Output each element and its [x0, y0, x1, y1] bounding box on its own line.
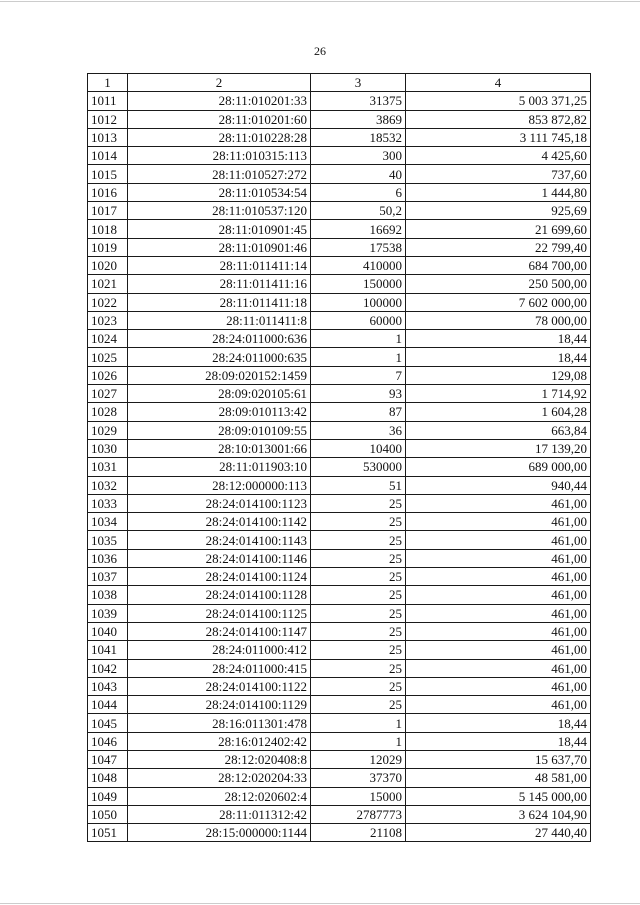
cadastral-number-cell: 28:15:000000:1144: [128, 824, 311, 842]
area-cell: 25: [311, 494, 406, 512]
cadastral-number-cell: 28:12:020408:8: [128, 750, 311, 768]
table-header-row: [88, 74, 591, 92]
value-cell: 21 699,60: [406, 220, 591, 238]
row-number-cell: 1030: [88, 439, 128, 457]
cadastral-number-cell: 28:11:010534:54: [128, 183, 311, 201]
row-number-cell: 1041: [88, 641, 128, 659]
table-row: [88, 568, 591, 586]
table-row: [88, 476, 591, 494]
row-number-cell: 1012: [88, 110, 128, 128]
area-cell: 150000: [311, 275, 406, 293]
value-cell: 940,44: [406, 476, 591, 494]
table-row: [88, 256, 591, 274]
area-cell: 60000: [311, 311, 406, 329]
area-cell: 10400: [311, 439, 406, 457]
cadastral-number-cell: 28:24:011000:415: [128, 659, 311, 677]
value-cell: 663,84: [406, 421, 591, 439]
cadastral-number-cell: 28:24:014100:1123: [128, 494, 311, 512]
area-cell: 17538: [311, 238, 406, 256]
cadastral-number-cell: 28:24:014100:1147: [128, 622, 311, 640]
value-cell: 18,44: [406, 714, 591, 732]
table-row: [88, 659, 591, 677]
scan-bottom-edge: [0, 903, 640, 904]
table-row: [88, 311, 591, 329]
area-cell: 87: [311, 403, 406, 421]
cadastral-number-cell: 28:11:010901:45: [128, 220, 311, 238]
cadastral-number-cell: 28:09:020152:1459: [128, 366, 311, 384]
row-number-cell: 1043: [88, 677, 128, 695]
table-row: [88, 238, 591, 256]
area-cell: 3869: [311, 110, 406, 128]
value-cell: 461,00: [406, 641, 591, 659]
cadastral-number-cell: 28:12:020602:4: [128, 787, 311, 805]
area-cell: 36: [311, 421, 406, 439]
area-cell: 12029: [311, 750, 406, 768]
cadastral-number-cell: 28:24:011000:412: [128, 641, 311, 659]
row-number-cell: 1049: [88, 787, 128, 805]
value-cell: 461,00: [406, 604, 591, 622]
table-row: [88, 92, 591, 110]
column-header: 3: [311, 74, 406, 92]
value-cell: 129,08: [406, 366, 591, 384]
table-row: [88, 110, 591, 128]
cadastral-number-cell: 28:24:014100:1125: [128, 604, 311, 622]
value-cell: 5 145 000,00: [406, 787, 591, 805]
area-cell: 15000: [311, 787, 406, 805]
value-cell: 15 637,70: [406, 750, 591, 768]
table-row: [88, 622, 591, 640]
row-number-cell: 1018: [88, 220, 128, 238]
table-row: [88, 421, 591, 439]
cadastral-number-cell: 28:16:011301:478: [128, 714, 311, 732]
value-cell: 461,00: [406, 513, 591, 531]
area-cell: 25: [311, 568, 406, 586]
cadastral-number-cell: 28:10:013001:66: [128, 439, 311, 457]
row-number-cell: 1027: [88, 385, 128, 403]
value-cell: 689 000,00: [406, 458, 591, 476]
cadastral-number-cell: 28:11:011411:18: [128, 293, 311, 311]
value-cell: 5 003 371,25: [406, 92, 591, 110]
table-row: [88, 366, 591, 384]
row-number-cell: 1023: [88, 311, 128, 329]
cadastral-number-cell: 28:09:010113:42: [128, 403, 311, 421]
row-number-cell: 1036: [88, 549, 128, 567]
area-cell: 25: [311, 696, 406, 714]
value-cell: 461,00: [406, 531, 591, 549]
value-cell: 461,00: [406, 659, 591, 677]
row-number-cell: 1039: [88, 604, 128, 622]
area-cell: 25: [311, 641, 406, 659]
table-row: [88, 549, 591, 567]
value-cell: 3 624 104,90: [406, 805, 591, 823]
row-number-cell: 1032: [88, 476, 128, 494]
row-number-cell: 1033: [88, 494, 128, 512]
table-row: [88, 128, 591, 146]
area-cell: 6: [311, 183, 406, 201]
table-row: [88, 732, 591, 750]
row-number-cell: 1026: [88, 366, 128, 384]
table-row: [88, 439, 591, 457]
row-number-cell: 1024: [88, 330, 128, 348]
value-cell: 48 581,00: [406, 769, 591, 787]
table-row: [88, 531, 591, 549]
row-number-cell: 1020: [88, 256, 128, 274]
row-number-cell: 1021: [88, 275, 128, 293]
cadastral-number-cell: 28:11:011903:10: [128, 458, 311, 476]
area-cell: 25: [311, 677, 406, 695]
area-cell: 50,2: [311, 202, 406, 220]
area-cell: 7: [311, 366, 406, 384]
row-number-cell: 1047: [88, 750, 128, 768]
value-cell: 925,69: [406, 202, 591, 220]
table-row: [88, 677, 591, 695]
row-number-cell: 1051: [88, 824, 128, 842]
value-cell: 27 440,40: [406, 824, 591, 842]
table-row: [88, 586, 591, 604]
area-cell: 1: [311, 732, 406, 750]
table-row: [88, 604, 591, 622]
table-row: [88, 348, 591, 366]
page-number: 26: [314, 44, 326, 58]
cadastral-number-cell: 28:11:011411:8: [128, 311, 311, 329]
cadastral-number-cell: 28:24:014100:1142: [128, 513, 311, 531]
area-cell: 410000: [311, 256, 406, 274]
value-cell: 17 139,20: [406, 439, 591, 457]
row-number-cell: 1050: [88, 805, 128, 823]
cadastral-number-cell: 28:12:000000:113: [128, 476, 311, 494]
column-header: 4: [406, 74, 591, 92]
cadastral-number-cell: 28:11:010228:28: [128, 128, 311, 146]
cadastral-number-cell: 28:11:010201:33: [128, 92, 311, 110]
value-cell: 853 872,82: [406, 110, 591, 128]
area-cell: 530000: [311, 458, 406, 476]
area-cell: 1: [311, 330, 406, 348]
row-number-cell: 1048: [88, 769, 128, 787]
row-number-cell: 1011: [88, 92, 128, 110]
area-cell: 16692: [311, 220, 406, 238]
row-number-cell: 1013: [88, 128, 128, 146]
cadastral-number-cell: 28:11:010201:60: [128, 110, 311, 128]
cadastral-number-cell: 28:09:020105:61: [128, 385, 311, 403]
cadastral-number-cell: 28:24:014100:1143: [128, 531, 311, 549]
cadastral-table: [87, 73, 591, 842]
area-cell: 25: [311, 622, 406, 640]
area-cell: 2787773: [311, 805, 406, 823]
area-cell: 25: [311, 513, 406, 531]
cadastral-number-cell: 28:11:011312:42: [128, 805, 311, 823]
cadastral-number-cell: 28:24:011000:636: [128, 330, 311, 348]
value-cell: 461,00: [406, 622, 591, 640]
row-number-cell: 1022: [88, 293, 128, 311]
value-cell: 737,60: [406, 165, 591, 183]
scan-top-edge: [0, 1, 640, 2]
area-cell: 93: [311, 385, 406, 403]
value-cell: 7 602 000,00: [406, 293, 591, 311]
row-number-cell: 1044: [88, 696, 128, 714]
area-cell: 25: [311, 604, 406, 622]
area-cell: 31375: [311, 92, 406, 110]
table-row: [88, 403, 591, 421]
table-row: [88, 494, 591, 512]
value-cell: 18,44: [406, 330, 591, 348]
area-cell: 25: [311, 549, 406, 567]
table-row: [88, 513, 591, 531]
column-header: 1: [88, 74, 128, 92]
value-cell: 18,44: [406, 348, 591, 366]
row-number-cell: 1045: [88, 714, 128, 732]
value-cell: 18,44: [406, 732, 591, 750]
cadastral-number-cell: 28:24:011000:635: [128, 348, 311, 366]
table-row: [88, 220, 591, 238]
value-cell: 461,00: [406, 568, 591, 586]
cadastral-number-cell: 28:24:014100:1124: [128, 568, 311, 586]
cadastral-number-cell: 28:24:014100:1122: [128, 677, 311, 695]
table-row: [88, 787, 591, 805]
value-cell: 461,00: [406, 549, 591, 567]
table-row: [88, 147, 591, 165]
table-row: [88, 458, 591, 476]
cadastral-number-cell: 28:24:014100:1128: [128, 586, 311, 604]
row-number-cell: 1034: [88, 513, 128, 531]
table-row: [88, 275, 591, 293]
row-number-cell: 1019: [88, 238, 128, 256]
area-cell: 18532: [311, 128, 406, 146]
table-row: [88, 824, 591, 842]
row-number-cell: 1016: [88, 183, 128, 201]
cadastral-number-cell: 28:11:010527:272: [128, 165, 311, 183]
table-row: [88, 769, 591, 787]
table-row: [88, 714, 591, 732]
value-cell: 1 604,28: [406, 403, 591, 421]
area-cell: 25: [311, 659, 406, 677]
table-row: [88, 165, 591, 183]
value-cell: 3 111 745,18: [406, 128, 591, 146]
value-cell: 250 500,00: [406, 275, 591, 293]
cadastral-number-cell: 28:24:014100:1129: [128, 696, 311, 714]
value-cell: 684 700,00: [406, 256, 591, 274]
row-number-cell: 1029: [88, 421, 128, 439]
cadastral-number-cell: 28:16:012402:42: [128, 732, 311, 750]
value-cell: 4 425,60: [406, 147, 591, 165]
area-cell: 51: [311, 476, 406, 494]
row-number-cell: 1042: [88, 659, 128, 677]
row-number-cell: 1015: [88, 165, 128, 183]
area-cell: 40: [311, 165, 406, 183]
value-cell: 461,00: [406, 586, 591, 604]
cadastral-number-cell: 28:11:010315:113: [128, 147, 311, 165]
table-row: [88, 641, 591, 659]
row-number-cell: 1017: [88, 202, 128, 220]
value-cell: 461,00: [406, 696, 591, 714]
area-cell: 100000: [311, 293, 406, 311]
value-cell: 461,00: [406, 494, 591, 512]
row-number-cell: 1028: [88, 403, 128, 421]
table-row: [88, 330, 591, 348]
area-cell: 37370: [311, 769, 406, 787]
area-cell: 25: [311, 586, 406, 604]
cadastral-number-cell: 28:11:011411:14: [128, 256, 311, 274]
row-number-cell: 1037: [88, 568, 128, 586]
row-number-cell: 1038: [88, 586, 128, 604]
row-number-cell: 1031: [88, 458, 128, 476]
row-number-cell: 1040: [88, 622, 128, 640]
value-cell: 22 799,40: [406, 238, 591, 256]
row-number-cell: 1035: [88, 531, 128, 549]
cadastral-number-cell: 28:11:011411:16: [128, 275, 311, 293]
value-cell: 1 714,92: [406, 385, 591, 403]
table-row: [88, 805, 591, 823]
cadastral-number-cell: 28:09:010109:55: [128, 421, 311, 439]
area-cell: 1: [311, 348, 406, 366]
area-cell: 300: [311, 147, 406, 165]
row-number-cell: 1014: [88, 147, 128, 165]
column-header: 2: [128, 74, 311, 92]
cadastral-number-cell: 28:11:010537:120: [128, 202, 311, 220]
cadastral-number-cell: 28:12:020204:33: [128, 769, 311, 787]
table-row: [88, 293, 591, 311]
row-number-cell: 1025: [88, 348, 128, 366]
cadastral-number-cell: 28:11:010901:46: [128, 238, 311, 256]
table-body: [88, 92, 591, 842]
value-cell: 461,00: [406, 677, 591, 695]
table-row: [88, 202, 591, 220]
table-row: [88, 183, 591, 201]
cadastral-number-cell: 28:24:014100:1146: [128, 549, 311, 567]
table-row: [88, 385, 591, 403]
row-number-cell: 1046: [88, 732, 128, 750]
table-row: [88, 696, 591, 714]
value-cell: 78 000,00: [406, 311, 591, 329]
area-cell: 1: [311, 714, 406, 732]
value-cell: 1 444,80: [406, 183, 591, 201]
area-cell: 21108: [311, 824, 406, 842]
area-cell: 25: [311, 531, 406, 549]
table-row: [88, 750, 591, 768]
